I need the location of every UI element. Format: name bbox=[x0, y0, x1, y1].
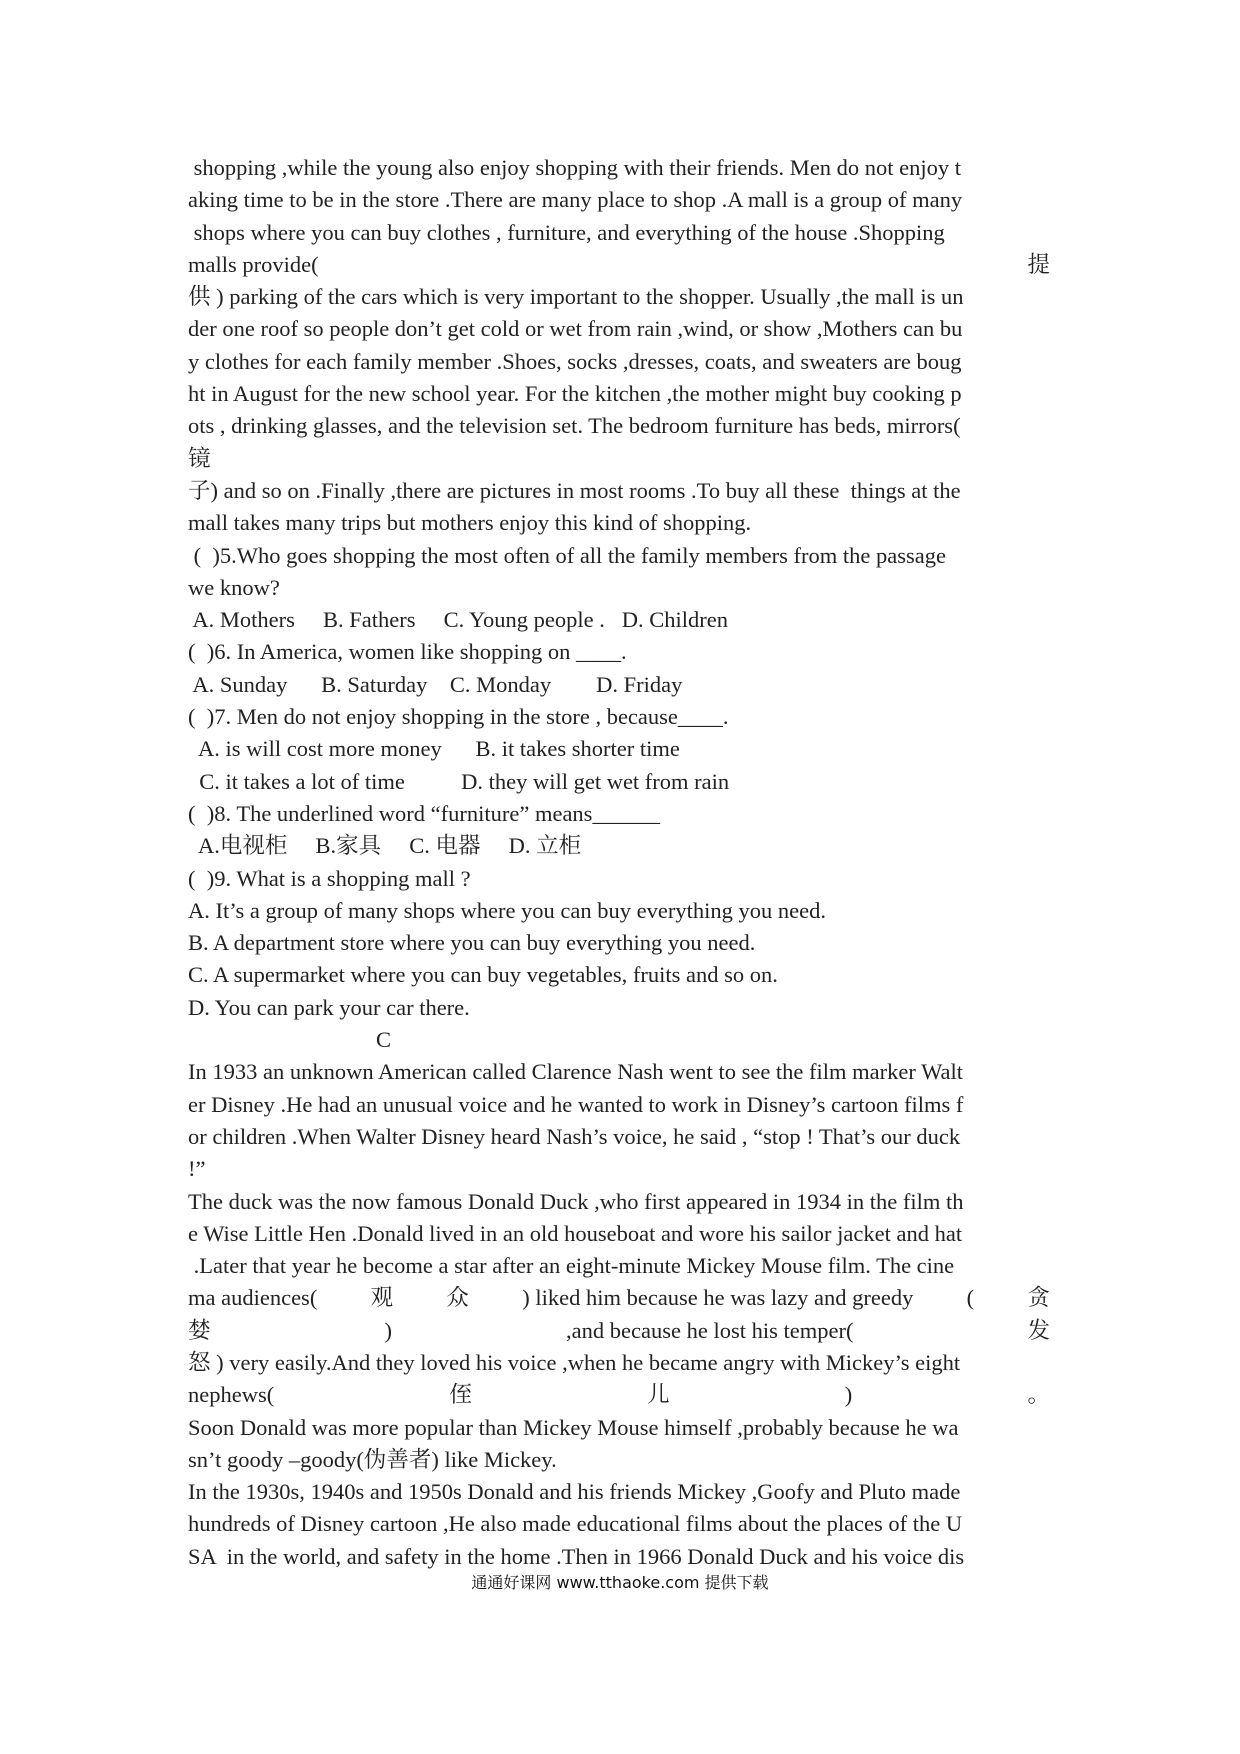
question-9-option-d: D. You can park your car there. bbox=[188, 994, 470, 1020]
passage-b-provide-line bbox=[188, 249, 1050, 281]
question-9-option-c: C. A supermarket where you can buy vegetables, fruits and so on. bbox=[188, 962, 778, 988]
question-7-options-ab: A. is will cost more money B. it takes shorter time bbox=[188, 736, 680, 762]
question-5-options: A. Mothers B. Fathers C. Young people . D. Children bbox=[188, 607, 728, 633]
passage-c-line: Soon Donald was more popular than Mickey Mouse himself ,probably because he wa bbox=[188, 1414, 959, 1440]
question-6-options: A. Sunday B. Saturday C. Monday D. Friday bbox=[188, 671, 683, 697]
question-7-stem: ( )7. Men do not enjoy shopping in the store , because____. bbox=[188, 704, 729, 730]
provide-right: 提 bbox=[1027, 251, 1050, 277]
passage-b-line: ht in August for the new school year. For the kitchen ,the mother might buy cooking p bbox=[188, 381, 962, 407]
passage-b-line: y clothes for each family member .Shoes, socks ,dresses, coats, and sweaters are boug bbox=[188, 348, 962, 374]
passage-c-line: SA in the world, and safety in the home .Then in 1966 Donald Duck and his voice dis bbox=[188, 1543, 965, 1569]
question-9-option-b: B. A department store where you can buy everything you need. bbox=[188, 930, 756, 956]
spread-word: 观 bbox=[370, 1285, 394, 1311]
spread-word: ) liked him because he was lazy and greedy bbox=[522, 1285, 914, 1311]
passage-b-line: shopping ,while the young also enjoy shopping with their friends. Men do not enjoy t bbox=[188, 155, 962, 180]
spread-word: 儿 bbox=[647, 1382, 670, 1408]
passage-c-line: !” bbox=[188, 1156, 206, 1182]
page-footer: 通通好课网 www.tthaoke.com 提供下载 bbox=[471, 1573, 769, 1592]
document-page bbox=[188, 152, 1050, 1573]
passage-c-line: hundreds of Disney cartoon ,He also made educational films about the places of the U bbox=[188, 1511, 963, 1537]
passage-c-spread-line bbox=[188, 1282, 1050, 1314]
passage-c-line: .Later that year he become a star after an eight-minute Mickey Mouse film. The cine bbox=[188, 1253, 955, 1279]
passage-c-spread-line bbox=[188, 1379, 1050, 1411]
spread-word: ,and because he lost his temper( bbox=[566, 1317, 854, 1343]
passage-c-line: In 1933 an unknown American called Clarence Nash went to see the film marker Walt bbox=[188, 1059, 964, 1085]
passage-c-line: In the 1930s, 1940s and 1950s Donald and his friends Mickey ,Goofy and Pluto made bbox=[188, 1479, 961, 1505]
spread-word: ( bbox=[966, 1285, 975, 1311]
question-7-options-cd: C. it takes a lot of time D. they will get wet from rain bbox=[188, 768, 730, 794]
spread-word: ) bbox=[844, 1382, 853, 1408]
passage-c bbox=[188, 1056, 1050, 1573]
passage-c-spread-line bbox=[188, 1315, 1050, 1347]
spread-word: 发 bbox=[1027, 1317, 1050, 1343]
passage-b-line: 镜 bbox=[188, 445, 211, 471]
question-6-stem: ( )6. In America, women like shopping on ____. bbox=[188, 639, 627, 665]
spread-word: 侄 bbox=[449, 1382, 472, 1408]
question-8-stem: ( )8. The underlined word “furniture” means______ bbox=[188, 800, 660, 826]
question-5-stem: ( )5.Who goes shopping the most often of all the family members from the passage bbox=[188, 542, 946, 568]
passage-c-line: The duck was the now famous Donald Duck ,who first appeared in 1934 in the film th bbox=[188, 1188, 964, 1214]
provide-left: malls provide( bbox=[188, 251, 319, 277]
passage-b-line: 子) and so on .Finally ,there are pictures in most rooms .To buy all these things at the bbox=[188, 477, 961, 503]
question-list bbox=[188, 540, 1050, 1024]
question-8-options: A.电视柜 B.家具 C. 电器 D. 立柜 bbox=[188, 833, 582, 859]
passage-b-line: ots , drinking glasses, and the television set. The bedroom furniture has beds, mirrors( bbox=[188, 413, 961, 439]
spread-word: 众 bbox=[446, 1285, 469, 1311]
spread-word: 婪 bbox=[188, 1317, 211, 1343]
passage-c-line: sn’t goody –goody(伪善者) like Mickey. bbox=[188, 1446, 557, 1472]
passage-b-line: der one roof so people don’t get cold or wet from rain ,wind, or show ,Mothers can bu bbox=[188, 316, 963, 342]
passage-b-line: 供 ) parking of the cars which is very important to the shopper. Usually ,the mall is un bbox=[188, 284, 964, 310]
spread-word: 贪 bbox=[1027, 1285, 1050, 1311]
section-c-heading: C bbox=[376, 1027, 392, 1053]
passage-b-lines bbox=[188, 152, 1050, 540]
spread-word: nephews( bbox=[188, 1382, 275, 1408]
passage-b-line: aking time to be in the store .There are many place to shop .A mall is a group of many bbox=[188, 187, 963, 213]
passage-c-line: or children .When Walter Disney heard Nash’s voice, he said , “stop ! That’s our duck bbox=[188, 1123, 961, 1149]
spread-word: 。 bbox=[1027, 1382, 1050, 1408]
spread-word: ma audiences( bbox=[188, 1285, 318, 1311]
question-5-stem-cont: we know? bbox=[188, 574, 280, 600]
passage-b-line: mall takes many trips but mothers enjoy this kind of shopping. bbox=[188, 510, 752, 536]
spread-word: ) bbox=[384, 1317, 393, 1343]
passage-c-line: 怒 ) very easily.And they loved his voice ,when he became angry with Mickey’s eight bbox=[188, 1349, 961, 1375]
passage-c-line: er Disney .He had an unusual voice and he wanted to work in Disney’s cartoon films f bbox=[188, 1091, 964, 1117]
passage-c-line: e Wise Little Hen .Donald lived in an old houseboat and wore his sailor jacket and hat bbox=[188, 1220, 963, 1246]
passage-b-line: shops where you can buy clothes , furniture, and everything of the house .Shopping bbox=[188, 219, 945, 245]
question-9-option-a: A. It’s a group of many shops where you can buy everything you need. bbox=[188, 897, 826, 923]
question-9-stem: ( )9. What is a shopping mall ? bbox=[188, 865, 471, 891]
